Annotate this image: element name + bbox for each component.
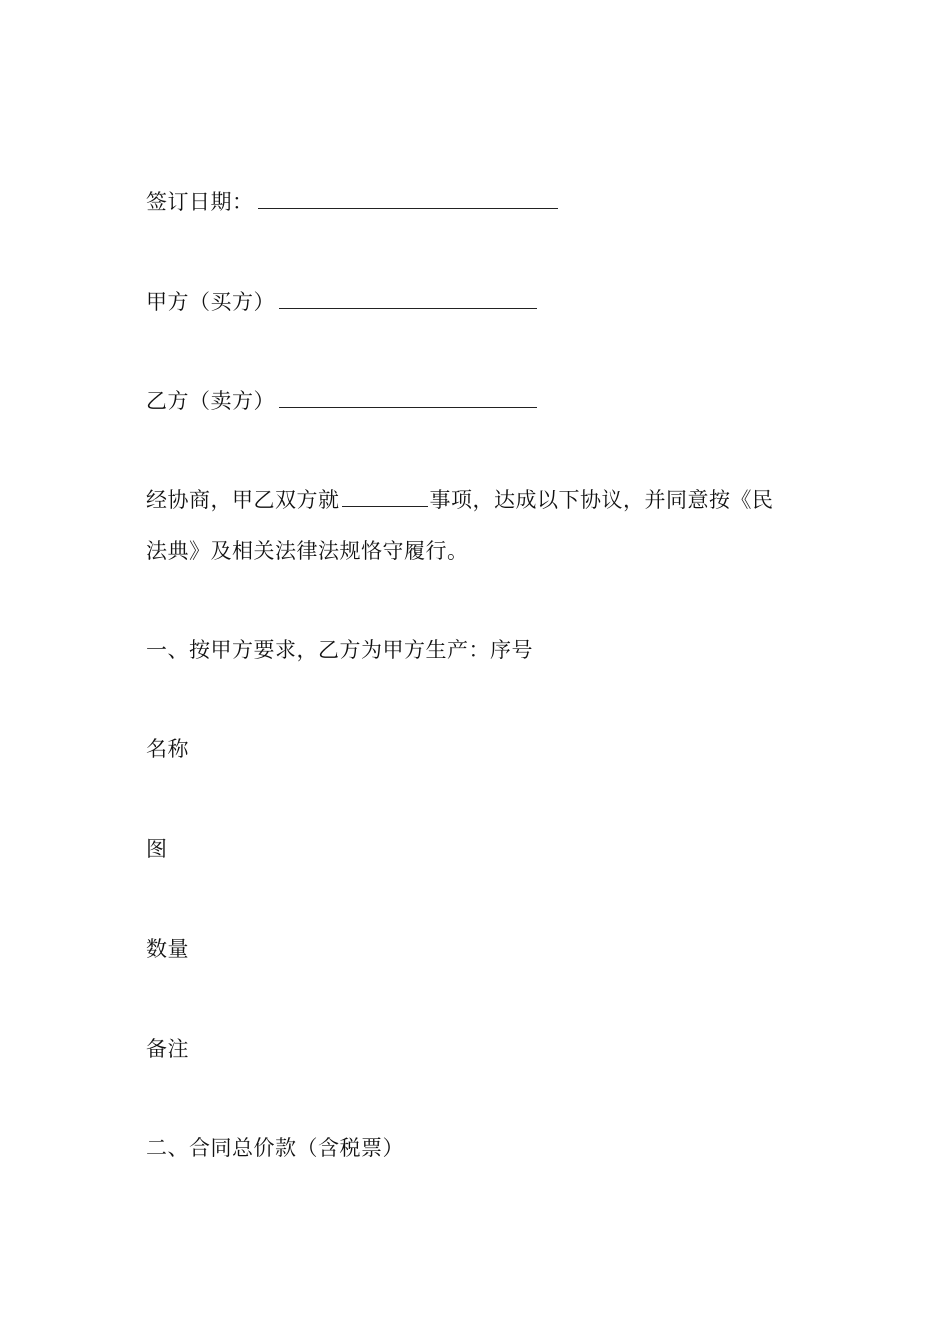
signing-date-label: 签订日期： [146, 190, 254, 214]
section-1-heading [146, 636, 533, 664]
section-2-heading-text: 二、合同总价款（含税票） [146, 1136, 404, 1160]
section-2-heading [146, 1134, 404, 1162]
party-a-blank [279, 288, 537, 309]
field-remarks-text: 备注 [146, 1037, 189, 1061]
intro-text-after-blank: 事项，达成以下协议，并同意按《民 [429, 488, 774, 512]
party-b-label: 乙方（卖方） [146, 389, 275, 413]
field-drawing-text: 图 [146, 837, 168, 861]
party-b-line [146, 387, 537, 415]
field-quantity-text: 数量 [146, 937, 189, 961]
section-1-heading-text: 一、按甲方要求，乙方为甲方生产：序号 [146, 638, 533, 662]
field-name-text: 名称 [146, 737, 189, 761]
field-quantity [146, 935, 189, 963]
party-a-label: 甲方（买方） [146, 290, 275, 314]
intro-text-line-2: 法典》及相关法律法规恪守履行。 [146, 539, 469, 563]
party-b-blank [279, 387, 537, 408]
field-name [146, 735, 189, 763]
signing-date-line [146, 188, 558, 216]
field-remarks [146, 1035, 189, 1063]
matter-blank [342, 486, 428, 507]
signing-date-blank [258, 188, 558, 209]
intro-text-before-blank: 经协商，甲乙双方就 [146, 488, 340, 512]
field-drawing [146, 835, 168, 863]
intro-paragraph-line-2 [146, 537, 469, 565]
party-a-line [146, 288, 537, 316]
intro-paragraph-line-1 [146, 486, 774, 514]
